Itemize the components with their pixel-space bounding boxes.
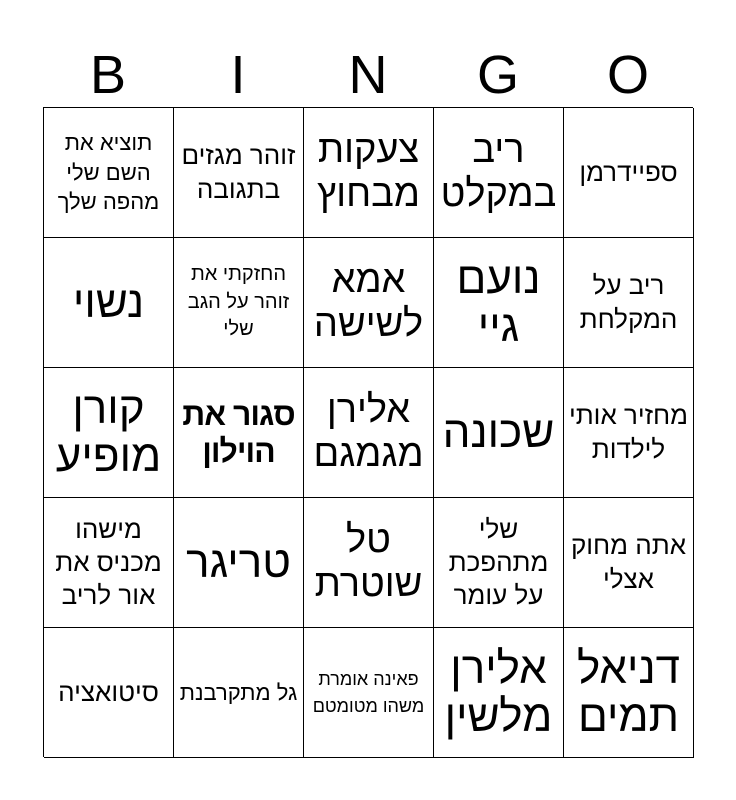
cell-text: מחזיר אותי לילדות	[568, 400, 689, 464]
bingo-cell-r3-c3[interactable]	[304, 368, 434, 498]
bingo-cell-r5-c1[interactable]	[44, 628, 174, 758]
cell-text: נשוי	[72, 277, 145, 327]
bingo-header	[43, 45, 693, 105]
cell-text: ריב על המקלחת	[579, 270, 678, 334]
bingo-cell-r4-c1[interactable]	[44, 498, 174, 628]
bingo-cell-r2-c5[interactable]	[564, 238, 694, 368]
bingo-cell-r3-c2[interactable]	[174, 368, 304, 498]
cell-text: פאינה אומרת משהו מטומטם	[312, 668, 425, 716]
cell-text: שלי מתהפכת על עומר	[448, 513, 549, 611]
cell-text: נועם גיי	[456, 253, 541, 351]
bingo-cell-r4-c2[interactable]	[174, 498, 304, 628]
cell-text: טריגר	[186, 537, 291, 587]
bingo-cell-r1-c3[interactable]	[304, 108, 434, 238]
cell-text: צעקות מבחוץ	[317, 129, 420, 215]
header-letter-i: I	[230, 45, 246, 105]
bingo-cell-r5-c5[interactable]	[564, 628, 694, 758]
cell-text: ריב במקלט	[440, 129, 557, 215]
bingo-cell-r5-c3[interactable]	[304, 628, 434, 758]
bingo-cell-r3-c4[interactable]	[434, 368, 564, 498]
cell-text: סגור את הוילון	[182, 395, 295, 469]
header-letter-b: B	[89, 45, 127, 105]
bingo-cell-r3-c1[interactable]	[44, 368, 174, 498]
cell-text: ספיידרמן	[579, 156, 678, 187]
cell-text: קורן מופיע	[55, 383, 162, 481]
bingo-cell-r4-c5[interactable]	[564, 498, 694, 628]
cell-text: סיטואציה	[58, 676, 159, 707]
cell-text: אמא לשישה	[313, 259, 424, 345]
cell-text: טל שוטרת	[314, 519, 423, 605]
cell-text: אלירן מגמגם	[313, 389, 424, 475]
bingo-cell-r2-c2[interactable]	[174, 238, 304, 368]
bingo-cell-r5-c4[interactable]	[434, 628, 564, 758]
bingo-cell-r2-c1[interactable]	[44, 238, 174, 368]
bingo-cell-r5-c2[interactable]	[174, 628, 304, 758]
cell-text: אתה מחוק אצלי	[570, 530, 687, 594]
bingo-cell-r1-c1[interactable]	[44, 108, 174, 238]
header-letter-n: N	[348, 45, 388, 105]
header-letter-o: O	[606, 45, 649, 105]
bingo-cell-r3-c5[interactable]	[564, 368, 694, 498]
bingo-cell-r1-c4[interactable]	[434, 108, 564, 238]
bingo-cell-r2-c3[interactable]	[304, 238, 434, 368]
cell-text: אלירן מלשין	[444, 643, 553, 741]
bingo-cell-r2-c4[interactable]	[434, 238, 564, 368]
cell-text: החזקתי את זוהר על הגב שלי	[187, 263, 290, 341]
cell-text: שכונה	[442, 407, 555, 457]
cell-text: דניאל תמים	[577, 643, 680, 741]
bingo-cell-r1-c5[interactable]	[564, 108, 694, 238]
cell-text: גל מתקרבנת	[179, 679, 298, 705]
bingo-grid	[43, 107, 693, 757]
bingo-cell-r1-c2[interactable]	[174, 108, 304, 238]
cell-text: תוציא את השם שלי מהפה שלך	[57, 129, 160, 215]
cell-text: זוהר מגזים בתגובה	[181, 140, 296, 204]
cell-text: מישהו מכניס את אור לריב	[55, 513, 162, 611]
header-letter-g: G	[476, 45, 519, 105]
bingo-cell-r4-c3[interactable]	[304, 498, 434, 628]
bingo-cell-r4-c4[interactable]	[434, 498, 564, 628]
